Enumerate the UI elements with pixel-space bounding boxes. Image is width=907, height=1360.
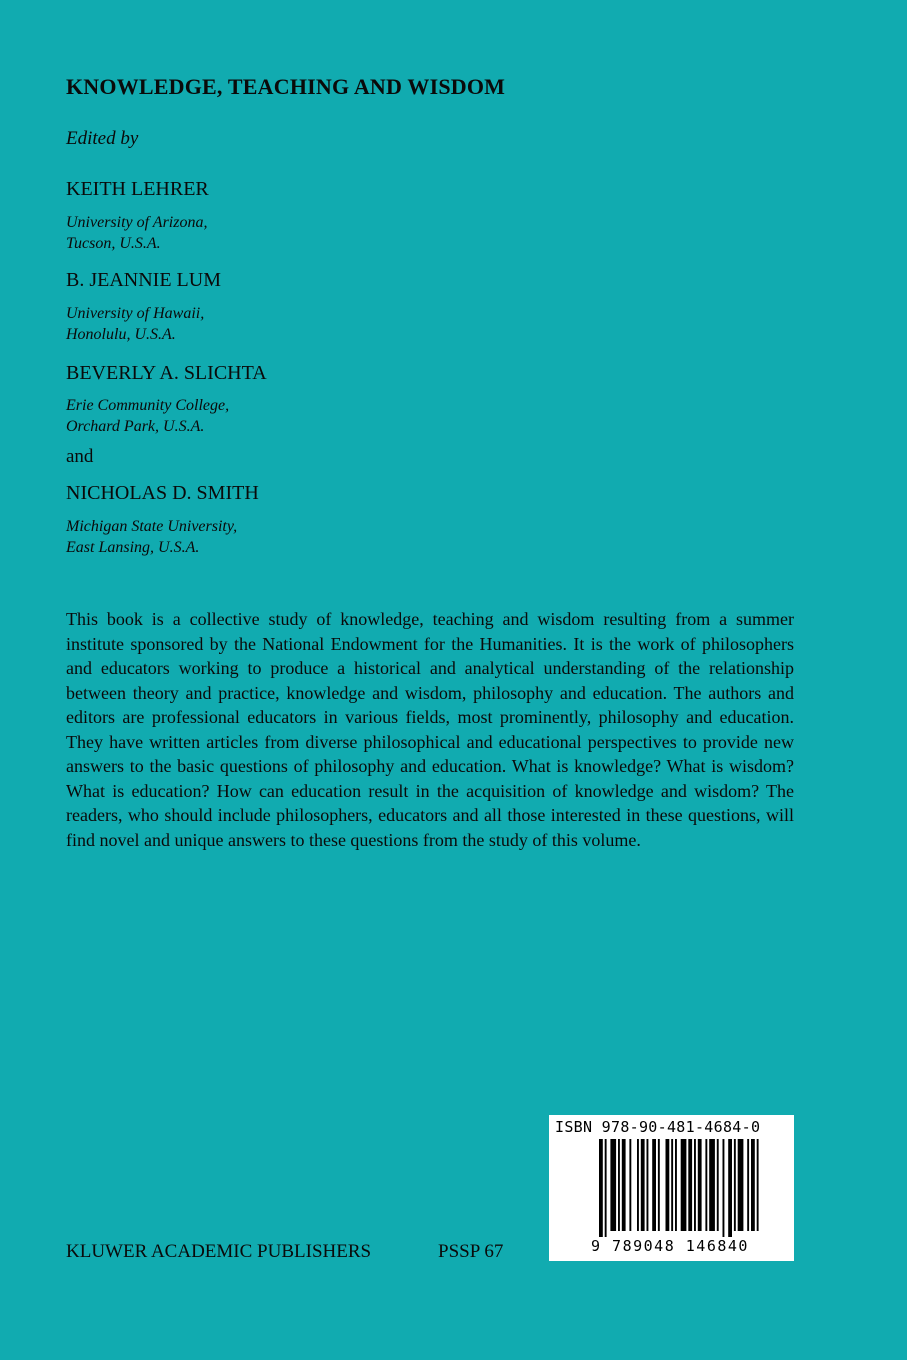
- barcode-bar: [599, 1139, 603, 1237]
- barcode-bar: [698, 1139, 702, 1231]
- editor-affiliation: [66, 303, 204, 345]
- book-description: This book is a collective study of knowledge, teaching and wisdom resulting from a summer institute sponsored by the National Endowment for the Humanities. It is the work of philosophers and educators working to produce a historical and analytical understanding of the relationship between theory and practice, knowledge and wisdom, philosophy and education. The authors and editors are professional educators in various fields, most prominently, philosophy and education. They have written articles from diverse philosophical and educational perspectives to provide new answers to the basic questions of philosophy and education. What is knowledge? What is wisdom? What is education? How can education result in the acquisition of knowledge and wisdom? The readers, who should include philosophers, educators and all those interested in these questions, will find novel and unique answers to these questions from the study of this volume.: [66, 609, 794, 850]
- affiliation-line: Michigan State University,: [66, 518, 238, 535]
- editor-name: BEVERLY A. SLICHTA: [66, 362, 267, 384]
- barcode-bar: [610, 1139, 616, 1231]
- barcode-bar: [671, 1139, 673, 1231]
- barcode-bar: [629, 1139, 631, 1231]
- barcode-bar: [688, 1139, 692, 1231]
- barcode-bar: [641, 1139, 645, 1231]
- isbn-barcode: [549, 1115, 794, 1261]
- isbn-label: ISBN 978-90-481-4684-0: [555, 1118, 761, 1136]
- affiliation-line: Erie Community College,: [66, 397, 230, 414]
- affiliation-line: East Lansing, U.S.A.: [66, 539, 200, 556]
- barcode-bar: [605, 1139, 607, 1237]
- affiliation-line: Tucson, U.S.A.: [66, 235, 161, 252]
- barcode-bar: [647, 1139, 649, 1231]
- barcode-bar: [723, 1139, 725, 1237]
- editor-affiliation: [66, 212, 207, 254]
- barcode-bar: [637, 1139, 639, 1231]
- affiliation-line: University of Arizona,: [66, 214, 208, 231]
- barcode-bar: [618, 1139, 620, 1231]
- editor-affiliation: [66, 395, 229, 437]
- barcode-bar: [705, 1139, 707, 1231]
- editor-name: B. JEANNIE LUM: [66, 269, 221, 291]
- editor-name: KEITH LEHRER: [66, 178, 209, 200]
- editor-affiliation: [66, 516, 237, 558]
- barcode-bar: [652, 1139, 656, 1231]
- barcode-bar: [675, 1139, 677, 1231]
- editor-name: NICHOLAS D. SMITH: [66, 482, 259, 504]
- barcode-bar: [747, 1139, 749, 1231]
- barcode-bar: [728, 1139, 732, 1237]
- barcode-bar: [717, 1139, 719, 1231]
- publisher-name: KLUWER ACADEMIC PUBLISHERS: [66, 1241, 372, 1262]
- barcode-bar: [694, 1139, 696, 1231]
- barcode-bar: [757, 1139, 759, 1231]
- barcode-bar: [734, 1139, 736, 1231]
- ean-number: 9 789048 146840: [591, 1237, 749, 1255]
- barcode-bar: [738, 1139, 744, 1231]
- barcode-icon: [599, 1139, 759, 1237]
- affiliation-line: University of Hawaii,: [66, 305, 205, 322]
- affiliation-line: Orchard Park, U.S.A.: [66, 418, 205, 435]
- and-connector: and: [66, 446, 94, 467]
- barcode-bar: [751, 1139, 755, 1231]
- series-number: PSSP 67: [438, 1241, 504, 1262]
- affiliation-line: Honolulu, U.S.A.: [66, 326, 176, 343]
- barcode-bar: [622, 1139, 626, 1231]
- edited-by-label: Edited by: [66, 128, 139, 149]
- barcode-bar: [709, 1139, 715, 1231]
- barcode-bar: [658, 1139, 660, 1231]
- barcode-bar: [666, 1139, 670, 1231]
- book-title: KNOWLEDGE, TEACHING AND WISDOM: [66, 74, 506, 99]
- barcode-bar: [681, 1139, 687, 1231]
